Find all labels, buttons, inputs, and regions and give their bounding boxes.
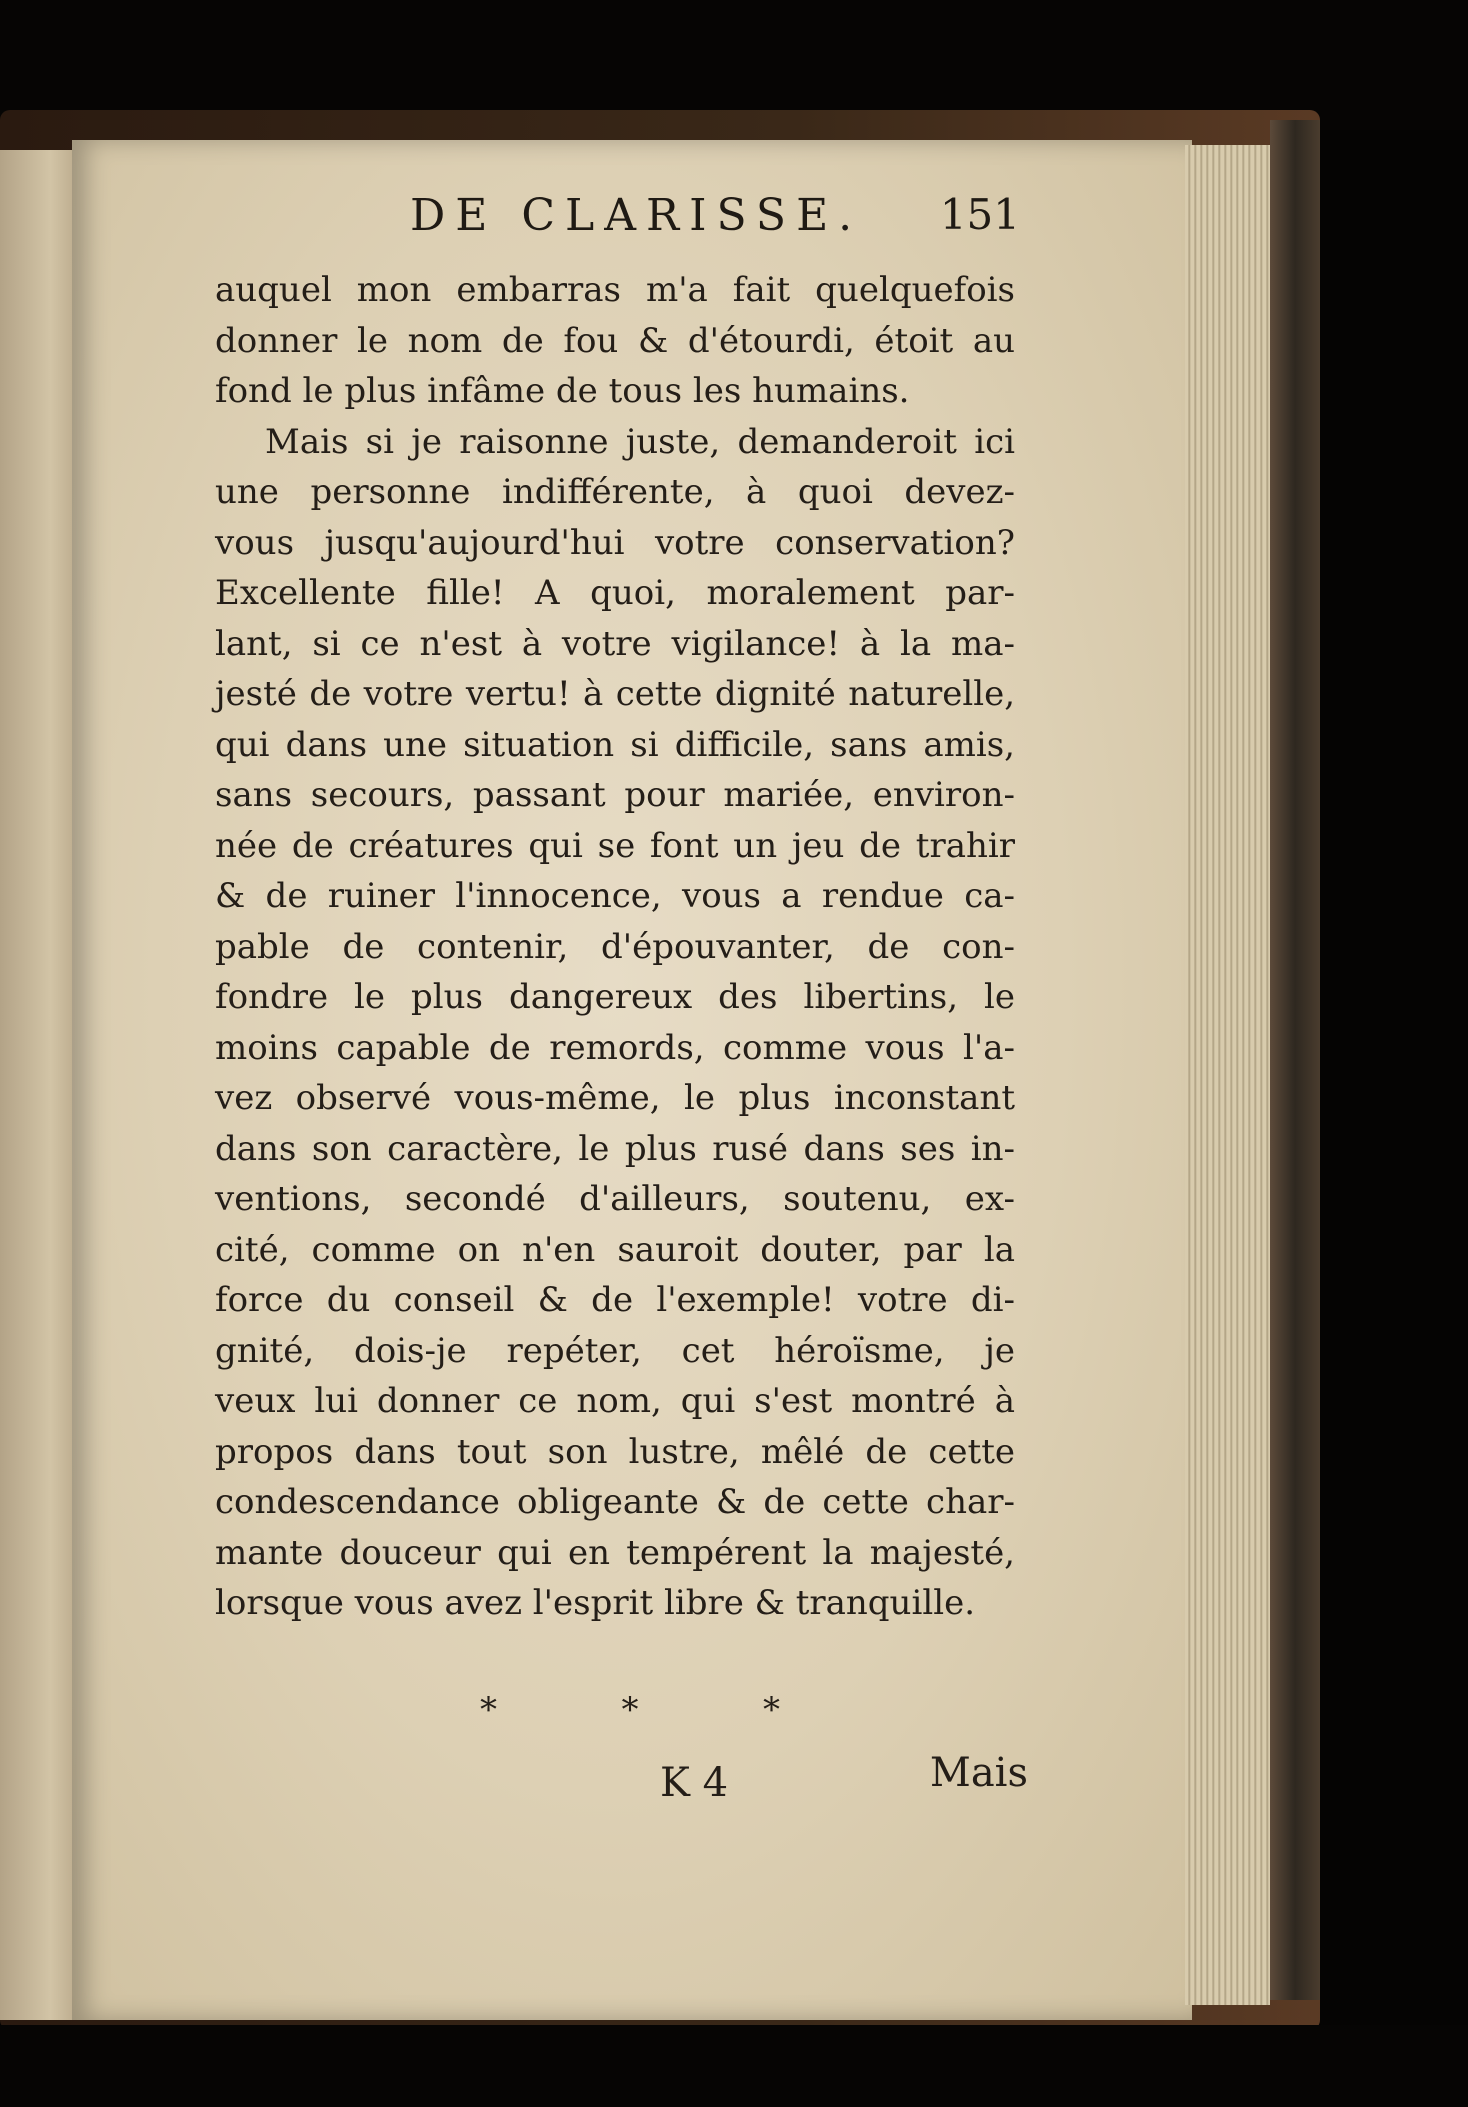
text-line: veux lui donner ce nom, qui s'est montré à bbox=[215, 1381, 1015, 1421]
text-line: lorsque vous avez l'esprit libre & tranquille. bbox=[215, 1583, 976, 1623]
text-line: dans son caractère, le plus rusé dans ses in- bbox=[215, 1128, 1015, 1169]
text-line: lant, si ce n'est à votre vigilance! à la ma- bbox=[215, 623, 1015, 664]
text-line: force du conseil & de l'exemple! votre di- bbox=[215, 1280, 1015, 1320]
text-line: ventions, secondé d'ailleurs, soutenu, ex- bbox=[215, 1179, 1015, 1219]
text-line: Mais si je raisonne juste, demanderoit ici bbox=[265, 421, 1015, 462]
text-line: cité, comme on n'en sauroit douter, par la bbox=[215, 1229, 1015, 1270]
asterism bbox=[480, 1690, 780, 1730]
asterisk: * bbox=[621, 1690, 639, 1730]
text-line: sans secours, passant pour mariée, environ- bbox=[215, 775, 1015, 815]
text-line: & de ruiner l'innocence, vous a rendue ca- bbox=[215, 876, 1015, 916]
text-line: moins capable de remords, comme vous l'a- bbox=[215, 1027, 1015, 1068]
text-line: fondre le plus dangereux des libertins, le bbox=[215, 977, 1015, 1017]
text-line: propos dans tout son lustre, mêlé de cette bbox=[215, 1431, 1015, 1472]
background-bottom bbox=[0, 2025, 1468, 2107]
book-binding-edge bbox=[1270, 120, 1320, 2000]
text-line: gnité, dois-je repéter, cet héroïsme, je bbox=[215, 1330, 1015, 1371]
text-line: une personne indifférente, à quoi devez- bbox=[215, 472, 1015, 512]
text-line: née de créatures qui se font un jeu de trahir bbox=[215, 825, 1015, 866]
text-line: vez observé vous-même, le plus inconstant bbox=[215, 1078, 1015, 1118]
left-page-edge bbox=[0, 150, 72, 2020]
text-line: qui dans une situation si difficile, sans amis, bbox=[215, 724, 1015, 765]
text-line: fond le plus infâme de tous les humains. bbox=[215, 371, 910, 411]
text-line: mante douceur qui en tempérent la majesté, bbox=[215, 1532, 1015, 1573]
asterisk: * bbox=[480, 1690, 497, 1730]
text-line: donner le nom de fou & d'étourdi, étoit au bbox=[215, 320, 1015, 361]
text-line: jesté de votre vertu! à cette dignité naturelle, bbox=[215, 674, 1015, 714]
catchword: Mais bbox=[929, 1750, 1028, 1796]
page-block-edges bbox=[1185, 145, 1270, 2005]
text-line: vous jusqu'aujourd'hui votre conservation? bbox=[215, 522, 1015, 563]
body-text bbox=[215, 265, 1015, 1629]
signature-mark: K 4 bbox=[660, 1760, 729, 1806]
text-line: Excellente fille! A quoi, moralement par- bbox=[215, 573, 1015, 613]
running-head: DE CLARISSE. bbox=[410, 190, 863, 241]
text-line: condescendance obligeante & de cette char- bbox=[215, 1482, 1015, 1522]
asterisk: * bbox=[763, 1690, 780, 1730]
page-number: 151 bbox=[939, 190, 1020, 239]
text-line: auquel mon embarras m'a fait quelquefois bbox=[215, 270, 1015, 310]
page-header bbox=[200, 190, 1040, 250]
text-line: pable de contenir, d'épouvanter, de con- bbox=[215, 926, 1015, 967]
